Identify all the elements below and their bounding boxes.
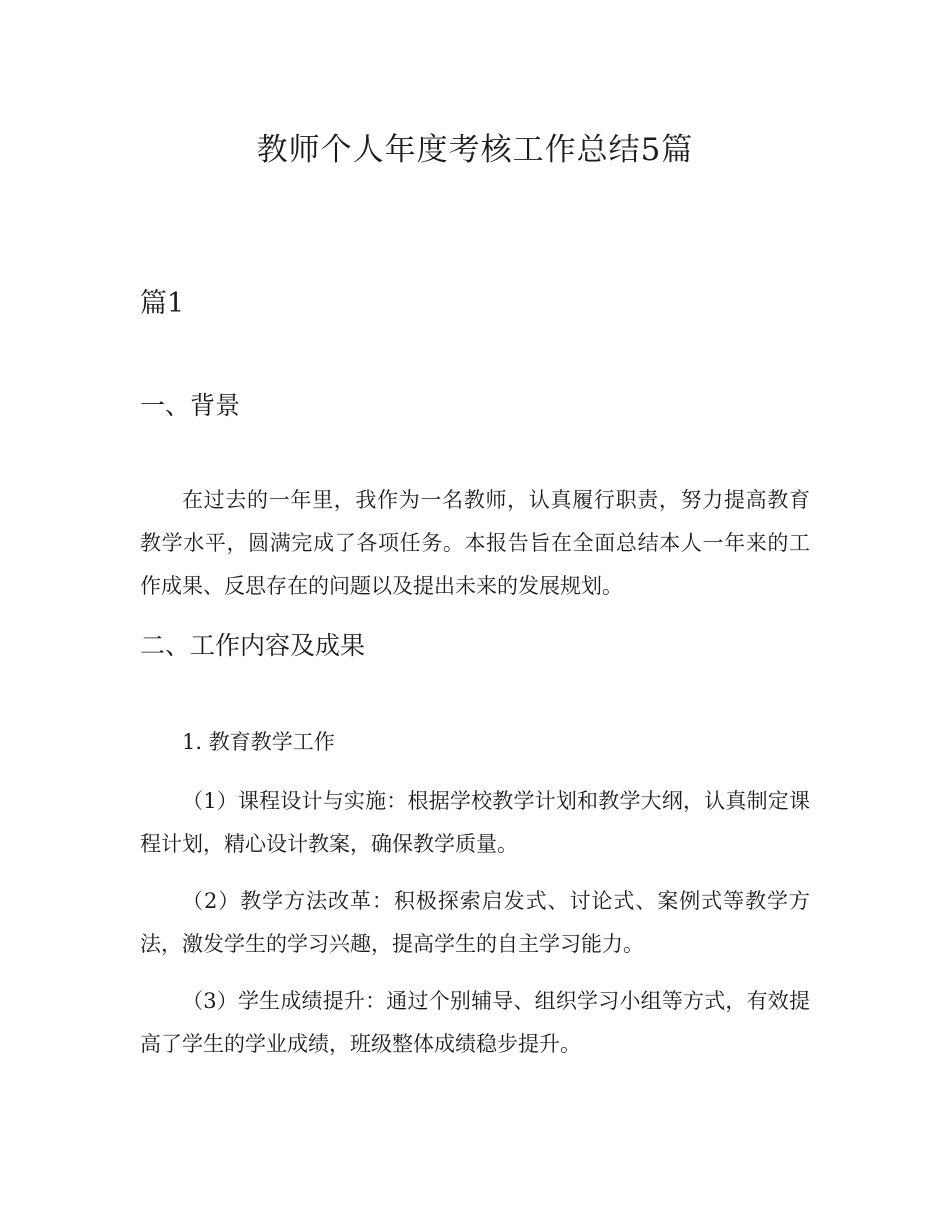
section-heading-work-content: 二、工作内容及成果 (140, 631, 366, 660)
section-heading-background: 一、背景 (140, 391, 241, 420)
list-item-student-scores: （3）学生成绩提升：通过个别辅导、组织学习小组等方式，有效提高了学生的学业成绩，班级整体成绩稳步提升。 (140, 989, 810, 1056)
background-paragraph: 在过去的一年里，我作为一名教师，认真履行职责，努力提高教育教学水平，圆满完成了各项任务。本报告旨在全面总结本人一年来的工作成果、反思存在的问题以及提出未来的发展规划。 (140, 488, 810, 598)
document-title: 教师个人年度考核工作总结5篇 (256, 132, 694, 168)
subheading-teaching-work: 1. 教育教学工作 (182, 730, 335, 754)
part-heading: 篇1 (140, 288, 185, 319)
list-item-teaching-method: （2）教学方法改革：积极探索启发式、讨论式、案例式等教学方法，激发学生的学习兴趣，提高学生的自主学习能力。 (140, 889, 810, 956)
list-item-course-design: （1）课程设计与实施：根据学校教学计划和教学大纲，认真制定课程计划，精心设计教案，确保教学质量。 (140, 789, 810, 856)
